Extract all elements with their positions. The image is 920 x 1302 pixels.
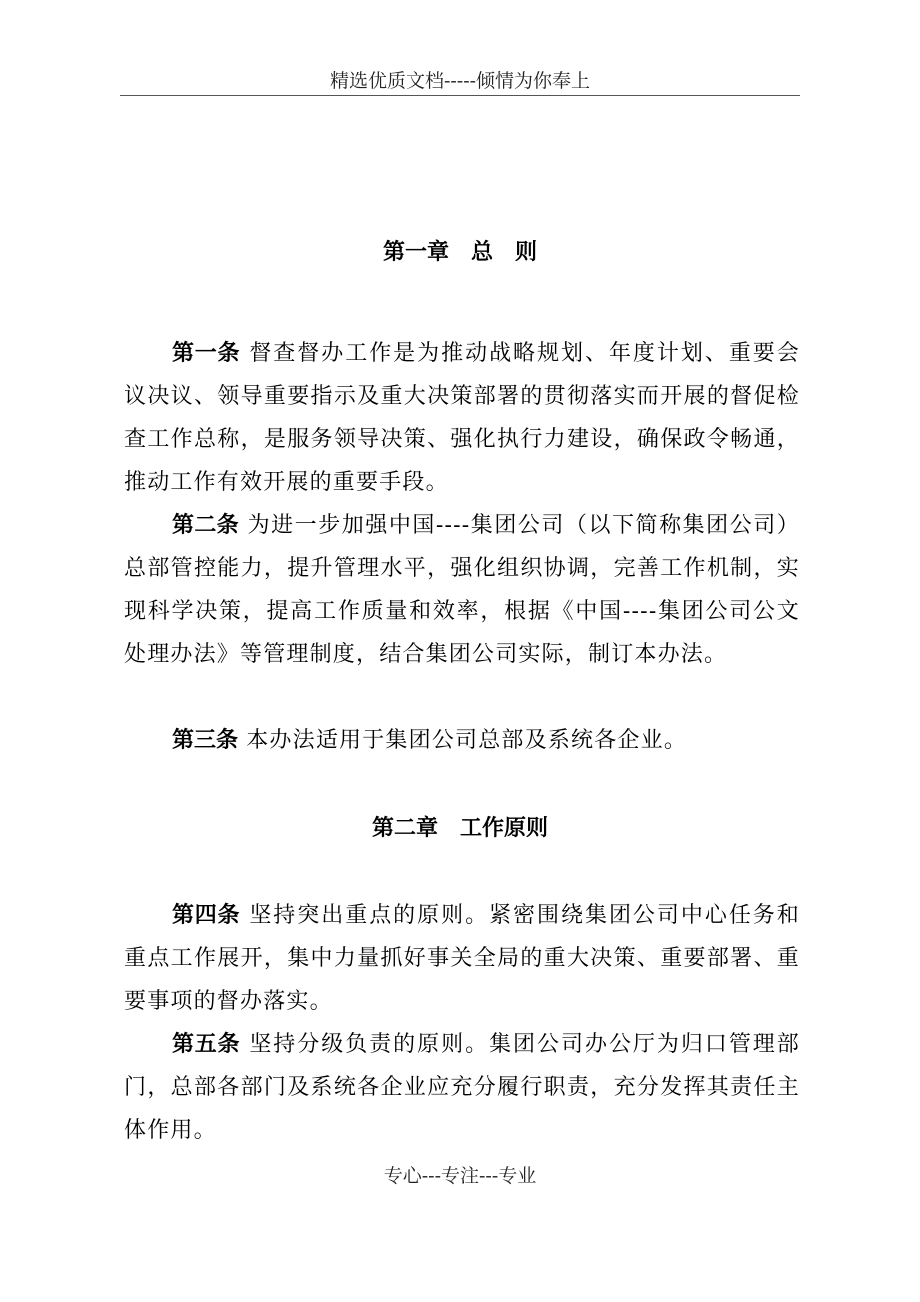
header-divider <box>120 95 800 96</box>
article-4-text: 坚持突出重点的原则。紧密围绕集团公司中心任务和重点工作展开，集中力量抓好事关全局的重大决策、重要部署、重要事项的督办落实。 <box>124 903 800 1014</box>
article-4 <box>124 894 800 1023</box>
article-1-text: 督查督办工作是为推动战略规划、年度计划、重要会议决议、领导重要指示及重大决策部署的贯彻落实而开展的督促检查工作总称，是服务领导决策、强化执行力建设，确保政令畅通，推动工作有效开展的重要手段。 <box>124 341 800 495</box>
article-2 <box>124 504 800 676</box>
article-2-label: 第二条 <box>172 513 240 538</box>
article-3-text: 本办法适用于集团公司总部及系统各企业。 <box>246 728 688 753</box>
article-5-label: 第五条 <box>172 1032 241 1057</box>
article-2-text: 为进一步加强中国----集团公司（以下简称集团公司）总部管控能力，提升管理水平，强化组织协调，完善工作机制，实现科学决策，提高工作质量和效率，根据《中国----集团公司公文处理办法》等管理制度，结合集团公司实际，制订本办法。 <box>124 513 800 667</box>
article-5 <box>124 1023 800 1152</box>
article-1 <box>124 332 800 504</box>
page-header: 精选优质文档-----倾情为你奉上 <box>329 70 591 92</box>
article-3 <box>124 719 800 762</box>
article-5-text: 坚持分级负责的原则。集团公司办公厅为归口管理部门，总部各部门及系统各企业应充分履行职责，充分发挥其责任主体作用。 <box>124 1032 800 1143</box>
article-1-label: 第一条 <box>172 341 241 366</box>
article-4-label: 第四条 <box>172 903 241 928</box>
page-footer: 专心---专注---专业 <box>383 1165 537 1187</box>
chapter-2-title: 第二章 工作原则 <box>371 816 548 841</box>
chapter-1-title: 第一章 总 则 <box>382 240 537 265</box>
article-3-label: 第三条 <box>172 728 239 753</box>
